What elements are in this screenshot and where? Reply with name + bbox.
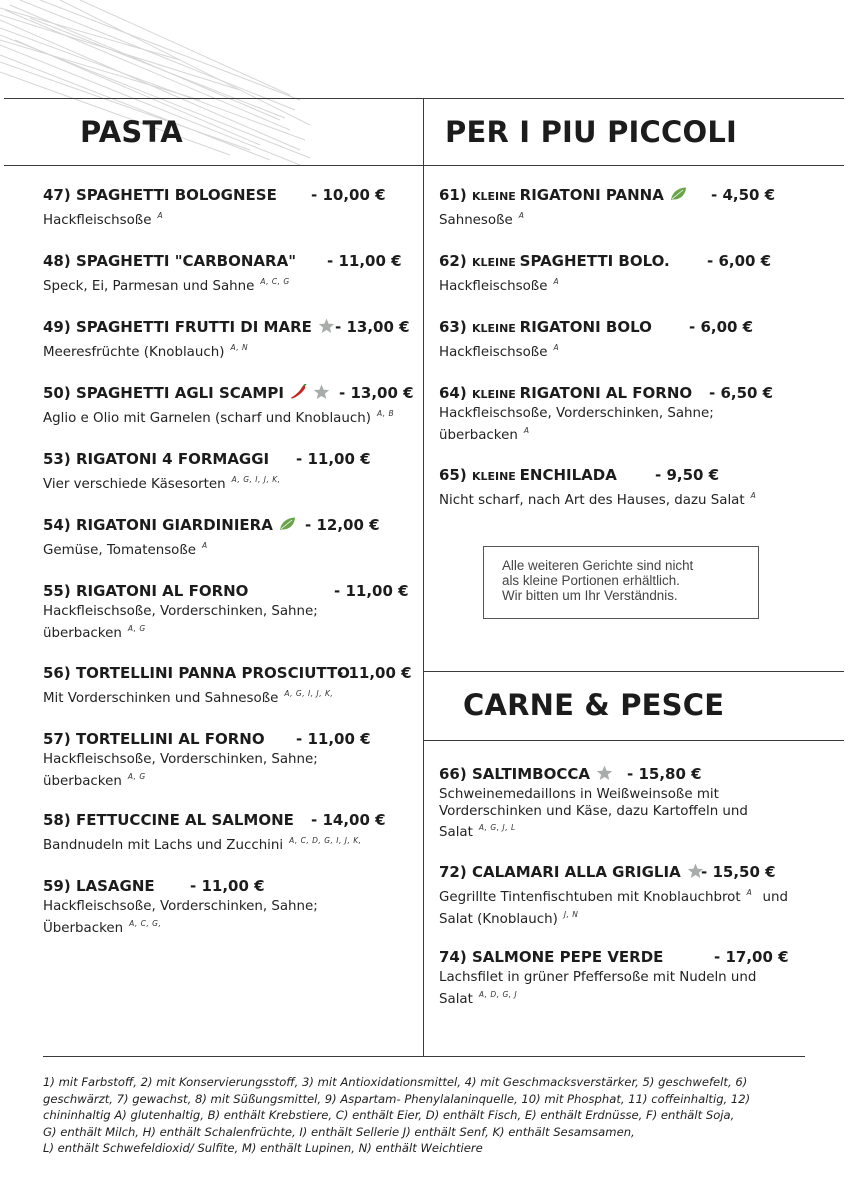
- allergen-codes: A, G, J, L: [478, 823, 516, 832]
- description-line: Gegrillte Tintenfischtuben mit Knoblauchbrot $^A$ und: [439, 888, 788, 905]
- dish-description: [43, 472, 423, 494]
- dish-title: [43, 582, 423, 600]
- description-line: Hackfleischsoße, Vorderschinken, Sahne;: [43, 604, 318, 619]
- dish-price: - 13,00 €: [335, 318, 410, 336]
- dish-name: 53) RIGATONI 4 FORMAGGI: [43, 450, 270, 468]
- dish-price: - 15,80 €: [627, 765, 702, 783]
- pasta-menu-item: [43, 877, 423, 937]
- dish-price: - 11,00 €: [190, 877, 265, 895]
- pasta-menu-item: [43, 811, 423, 855]
- dish-name: 47) SPAGHETTI BOLOGNESE: [43, 186, 277, 204]
- dish-number: 61): [439, 186, 472, 204]
- dish-description: [43, 899, 423, 937]
- dish-price: - 10,00 €: [311, 186, 386, 204]
- column-divider: [423, 98, 424, 1056]
- dish-name: 59) LASAGNE: [43, 877, 155, 895]
- description-line: Hackfleischsoße $^A$: [439, 343, 560, 360]
- dish-number: 63): [439, 318, 472, 336]
- notice-box: [483, 546, 759, 619]
- dish-name: SPAGHETTI BOLO.: [519, 252, 670, 270]
- dish-price: - 6,50 €: [709, 384, 774, 402]
- dish-price: - 11,00 €: [296, 450, 371, 468]
- dish-name: 55) RIGATONI AL FORNO: [43, 582, 249, 600]
- allergen-codes: A, B: [376, 409, 395, 418]
- dish-price: - 15,50 €: [701, 863, 776, 881]
- star-icon: [313, 384, 330, 404]
- dish-description: [43, 604, 423, 642]
- allergen-codes: A, C, D, G, I, J, K,: [289, 836, 362, 845]
- dish-name: 48) SPAGHETTI "CARBONARA": [43, 252, 297, 270]
- dish-title: [43, 186, 423, 204]
- footnote-line: G) enthält Milch, H) enthält Schalenfrüchte, I) enthält Sellerie J) enthält Senf, K) enthält Sesamsamen,: [43, 1124, 635, 1139]
- small-portion-label: KLEINE: [471, 256, 520, 269]
- dish-number: 64): [439, 384, 472, 402]
- notice-line: als kleine Portionen erhältlich.: [502, 573, 680, 588]
- header-bottom-rule: [4, 165, 844, 166]
- description-line: Mit Vorderschinken und Sahnesoße $^{A, G, I, J, K,}$: [43, 689, 334, 706]
- dish-title: [43, 664, 423, 682]
- footnote-line: 1) mit Farbstoff, 2) mit Konservierungsstoff, 3) mit Antioxidationsmittel, 4) mit Geschmacksverstärker, 5) geschwefelt, 6): [43, 1075, 748, 1089]
- dish-price: - 9,50 €: [655, 466, 720, 484]
- dish-name: ENCHILADA: [519, 466, 617, 484]
- dish-title: [43, 318, 423, 336]
- section-title-piccoli: PER I PIU PICCOLI: [445, 115, 737, 149]
- dish-name: RIGATONI AL FORNO: [519, 384, 693, 402]
- small-portion-label: KLEINE: [471, 388, 520, 401]
- dish-description: [439, 787, 819, 842]
- dish-description: [43, 686, 423, 708]
- dish-description: [43, 406, 423, 428]
- dish-name: RIGATONI PANNA: [519, 186, 664, 204]
- description-line: Aglio e Olio mit Garnelen (scharf und Knoblauch) $^{A, B}$: [43, 409, 395, 426]
- dish-title: [43, 384, 423, 402]
- dish-price: - 12,00 €: [305, 516, 380, 534]
- description-line: Speck, Ei, Parmesan und Sahne $^{A, C, G}$: [43, 277, 290, 294]
- pasta-menu-item: [43, 516, 423, 560]
- description-line: Hackfleischsoße $^A$: [43, 211, 164, 228]
- dish-number: 62): [439, 252, 472, 270]
- description-line: Überbacken $^{A, C, G,}$: [43, 918, 162, 936]
- dish-title: [43, 730, 423, 748]
- description-line: überbacken $^{A, G}$: [43, 623, 146, 641]
- allergen-codes: A, C, G: [260, 277, 290, 286]
- description-line: überbacken $^{A, G}$: [43, 771, 146, 789]
- allergen-codes: A: [202, 541, 208, 550]
- dish-price: - 14,00 €: [311, 811, 386, 829]
- description-line: Salat $^{A, D, G, J}$: [439, 989, 518, 1007]
- allergen-codes: A: [746, 888, 753, 897]
- allergen-codes: A, G, I, J, K,: [231, 475, 281, 484]
- dish-price: - 11,00 €: [337, 664, 412, 682]
- dish-name: 56) TORTELLINI PANNA PROSCIUTTO: [43, 664, 350, 682]
- dish-title: [439, 863, 819, 881]
- dish-title: [43, 516, 423, 534]
- dish-title: [43, 877, 423, 895]
- dish-description: [439, 208, 819, 230]
- description-line: Hackfleischsoße $^A$: [439, 277, 560, 294]
- top-rule: [4, 98, 844, 99]
- pasta-menu-item: [43, 450, 423, 494]
- allergen-codes: A, G: [127, 623, 146, 633]
- dish-name: 72) CALAMARI ALLA GRIGLIA: [439, 863, 681, 881]
- footnote-line: geschwärzt, 7) gewachst, 8) mit Süßungsmittel, 9) Aspartam- Phenylalaninquelle, 10) mit Phosphat, 11) coffeinhaltig, 12): [43, 1091, 751, 1106]
- description-line: Hackfleischsoße, Vorderschinken, Sahne;: [43, 752, 318, 767]
- carne-menu-item: [439, 948, 819, 1008]
- description-line: Salat $^{A, G, J, L}$: [439, 823, 516, 840]
- dish-description: [43, 538, 423, 560]
- allergen-codes: A, N: [230, 343, 249, 352]
- small-portion-label: KLEINE: [471, 190, 520, 203]
- description-line: Vorderschinken und Käse, dazu Kartoffeln und: [439, 803, 748, 819]
- pasta-menu-item: [43, 664, 423, 708]
- dish-title: [439, 948, 819, 966]
- description-line: Sahnesoße $^A$: [439, 211, 525, 228]
- dish-price: - 13,00 €: [339, 384, 414, 402]
- dish-title: [43, 450, 423, 468]
- dish-description: [43, 274, 423, 296]
- dish-description: [439, 885, 819, 928]
- dish-name: RIGATONI BOLO: [519, 318, 652, 336]
- piccoli-menu-item: [439, 186, 819, 230]
- dish-price: - 11,00 €: [327, 252, 402, 270]
- dish-name: 66) SALTIMBOCCA: [439, 765, 590, 783]
- dish-price: - 17,00 €: [714, 948, 789, 966]
- dish-name: 49) SPAGHETTI FRUTTI DI MARE: [43, 318, 312, 336]
- description-line: überbacken $^A$: [439, 425, 530, 443]
- dish-title: [439, 252, 819, 270]
- dish-description: [43, 340, 423, 362]
- description-line: Meeresfrüchte (Knoblauch) $^{A, N}$: [43, 343, 249, 360]
- carne-header-bottom-rule: [424, 740, 844, 741]
- dish-price: - 4,50 €: [711, 186, 776, 204]
- dish-title: [439, 384, 819, 402]
- dish-description: [439, 406, 819, 444]
- dish-description: [439, 274, 819, 296]
- dish-title: [439, 466, 819, 484]
- pasta-menu-item: [43, 252, 423, 296]
- dish-title: [43, 252, 423, 270]
- description-line: Gemüse, Tomatensoße $^A$: [43, 541, 208, 558]
- allergen-codes: A: [750, 491, 757, 500]
- description-line: Hackfleischsoße, Vorderschinken, Sahne;: [43, 899, 318, 914]
- dish-title: [439, 765, 819, 783]
- dish-description: [439, 340, 819, 362]
- dish-description: [439, 488, 819, 510]
- footnote-line: L) enthält Schwefeldioxid/ Sulfite, M) enthält Lupinen, N) enthält Weichtiere: [43, 1141, 483, 1155]
- notice-line: Alle weiteren Gerichte sind nicht: [502, 558, 694, 573]
- dish-name: 50) SPAGHETTI AGLI SCAMPI: [43, 384, 284, 402]
- allergen-codes: A: [553, 343, 560, 352]
- section-title-pasta: PASTA: [80, 115, 183, 149]
- chili-icon: [290, 384, 307, 404]
- description-line: Nicht scharf, nach Art des Hauses, dazu Salat $^A$: [439, 491, 757, 508]
- dish-title: [439, 318, 819, 336]
- description-line: Vier verschiede Käsesorten $^{A, G, I, J, K,}$: [43, 475, 281, 492]
- small-portion-label: KLEINE: [471, 470, 520, 483]
- footnote-line: chininhaltig A) glutenhaltig, B) enthält Krebstiere, C) enthält Eier, D) enthält Fisch, E) enthält Erdnüsse, F) enthält Soja,: [43, 1108, 735, 1122]
- allergen-codes: A: [157, 211, 164, 220]
- description-line: Salat (Knoblauch) $^{J, N}$: [439, 909, 579, 927]
- small-portion-label: KLEINE: [471, 322, 520, 335]
- dish-price: - 11,00 €: [334, 582, 409, 600]
- star-icon: [596, 765, 613, 785]
- description-line: Bandnudeln mit Lachs und Zucchini $^{A, C, D, G, I, J, K,}$: [43, 836, 362, 853]
- piccoli-menu-item: [439, 318, 819, 362]
- dish-name: 58) FETTUCCINE AL SALMONE: [43, 811, 294, 829]
- footer-rule: [43, 1056, 805, 1057]
- dish-price: - 6,00 €: [689, 318, 754, 336]
- allergen-codes: A, D, G, J: [478, 989, 518, 999]
- dish-price: - 11,00 €: [296, 730, 371, 748]
- leaf-icon: [670, 186, 687, 206]
- dish-description: [439, 970, 819, 1008]
- pasta-menu-item: [43, 384, 423, 428]
- dish-number: 65): [439, 466, 472, 484]
- dish-name: 54) RIGATONI GIARDINIERA: [43, 516, 273, 534]
- leaf-icon: [279, 516, 296, 536]
- pasta-menu-item: [43, 730, 423, 790]
- dish-description: [43, 208, 423, 230]
- carne-top-rule: [424, 671, 844, 672]
- pasta-menu-item: [43, 318, 423, 362]
- piccoli-menu-item: [439, 384, 819, 444]
- dish-price: - 6,00 €: [707, 252, 772, 270]
- allergen-codes: A, G: [127, 771, 146, 781]
- allergen-codes: A: [523, 425, 530, 435]
- description-line: Lachsfilet in grüner Pfeffersoße mit Nudeln und: [439, 970, 757, 985]
- pasta-menu-item: [43, 582, 423, 642]
- allergen-codes: A, G, I, J, K,: [284, 689, 334, 698]
- notice-line: Wir bitten um Ihr Verständnis.: [502, 588, 678, 603]
- star-icon: [318, 318, 335, 338]
- dish-name: 57) TORTELLINI AL FORNO: [43, 730, 265, 748]
- pasta-menu-item: [43, 186, 423, 230]
- description-line: Hackfleischsoße, Vorderschinken, Sahne;: [439, 406, 714, 421]
- carne-menu-item: [439, 863, 819, 928]
- dish-description: [43, 833, 423, 855]
- piccoli-menu-item: [439, 252, 819, 296]
- allergen-codes: A, C, G,: [129, 918, 162, 928]
- description-line: Schweinemedaillons in Weißweinsoße mit: [439, 787, 719, 802]
- dish-title: [43, 811, 423, 829]
- piccoli-menu-item: [439, 466, 819, 510]
- dish-title: [439, 186, 819, 204]
- allergen-codes: A: [518, 211, 525, 220]
- allergen-footnote: [43, 1074, 803, 1157]
- allergen-codes: J, N: [563, 909, 579, 919]
- dish-description: [43, 752, 423, 790]
- allergen-codes: A: [553, 277, 560, 286]
- carne-menu-item: [439, 765, 819, 842]
- dish-name: 74) SALMONE PEPE VERDE: [439, 948, 664, 966]
- section-title-carne: CARNE & PESCE: [463, 688, 725, 722]
